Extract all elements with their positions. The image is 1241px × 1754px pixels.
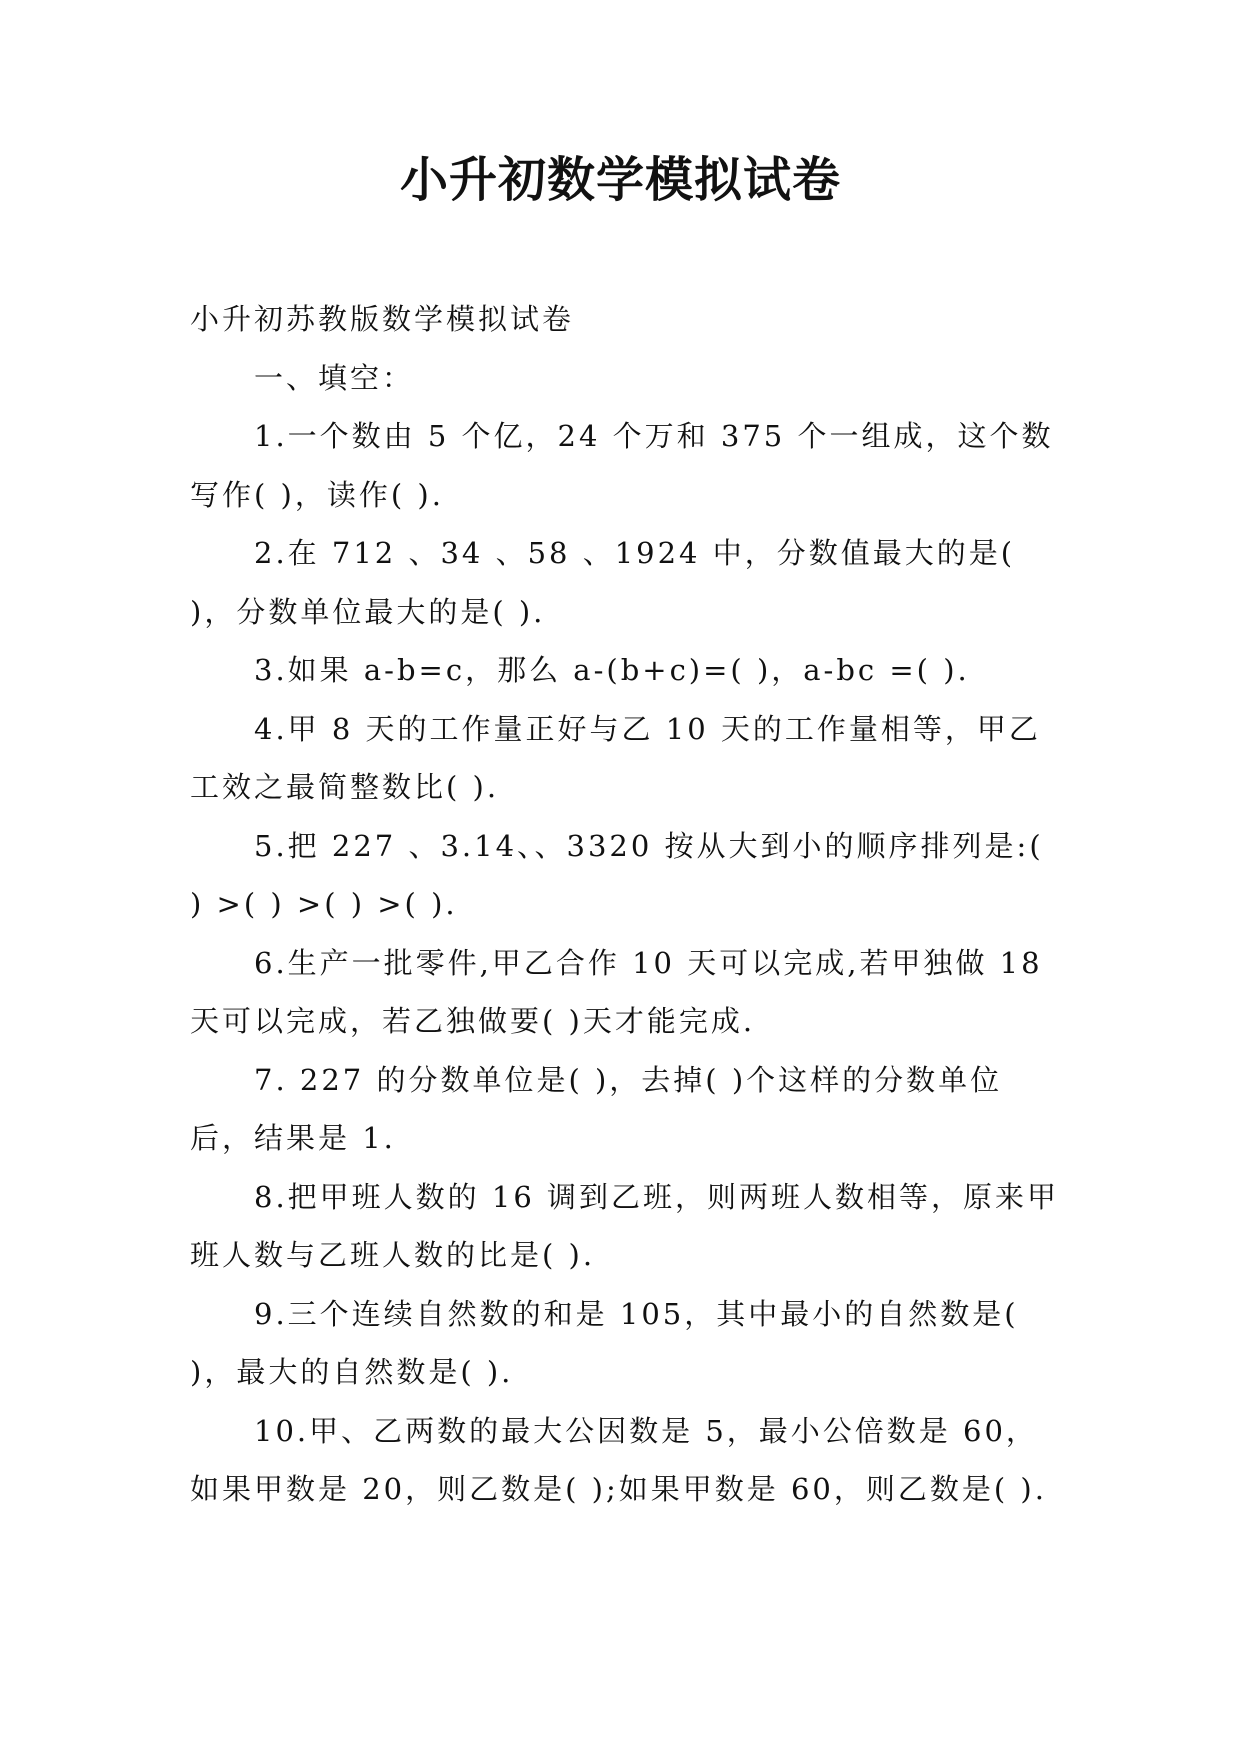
document-body: [190, 290, 1065, 1519]
question-2: 2.在 712 、34 、58 、1924 中，分数值最大的是( )，分数单位最大的是( ).: [190, 536, 1016, 629]
question-4: 4.甲 8 天的工作量正好与乙 10 天的工作量相等，甲乙工效之最简整数比( ).: [190, 711, 1041, 804]
section-heading: 一、填空：: [254, 360, 415, 395]
question-1: 1.一个数由 5 个亿，24 个万和 375 个一组成，这个数写作( )，读作( ).: [190, 419, 1054, 512]
document-title: 小升初数学模拟试卷: [399, 152, 841, 208]
question-3: 3.如果 a-b=c，那么 a-(b+c)=( )，a-bc =( ).: [254, 653, 970, 687]
question-9: 9.三个连续自然数的和是 105，其中最小的自然数是( )，最大的自然数是( ).: [190, 1296, 1019, 1389]
question-8: 8.把甲班人数的 16 调到乙班，则两班人数相等，原来甲班人数与乙班人数的比是( ).: [190, 1179, 1060, 1272]
question-10: 10.甲、乙两数的最大公因数是 5，最小公倍数是 60，如果甲数是 20，则乙数是( );如果甲数是 60，则乙数是( ).: [190, 1413, 1047, 1506]
question-7: 7. 227 的分数单位是( )，去掉( )个这样的分数单位后，结果是 1.: [190, 1062, 1003, 1155]
question-5: 5.把 227 、3.14、、3320 按从大到小的顺序排列是:( ) >( ) >( ) >( ).: [190, 828, 1044, 921]
question-6: 6.生产一批零件,甲乙合作 10 天可以完成,若甲独做 18 天可以完成，若乙独做要( )天才能完成.: [190, 945, 1043, 1038]
document-subtitle: 小升初苏教版数学模拟试卷: [190, 302, 575, 336]
